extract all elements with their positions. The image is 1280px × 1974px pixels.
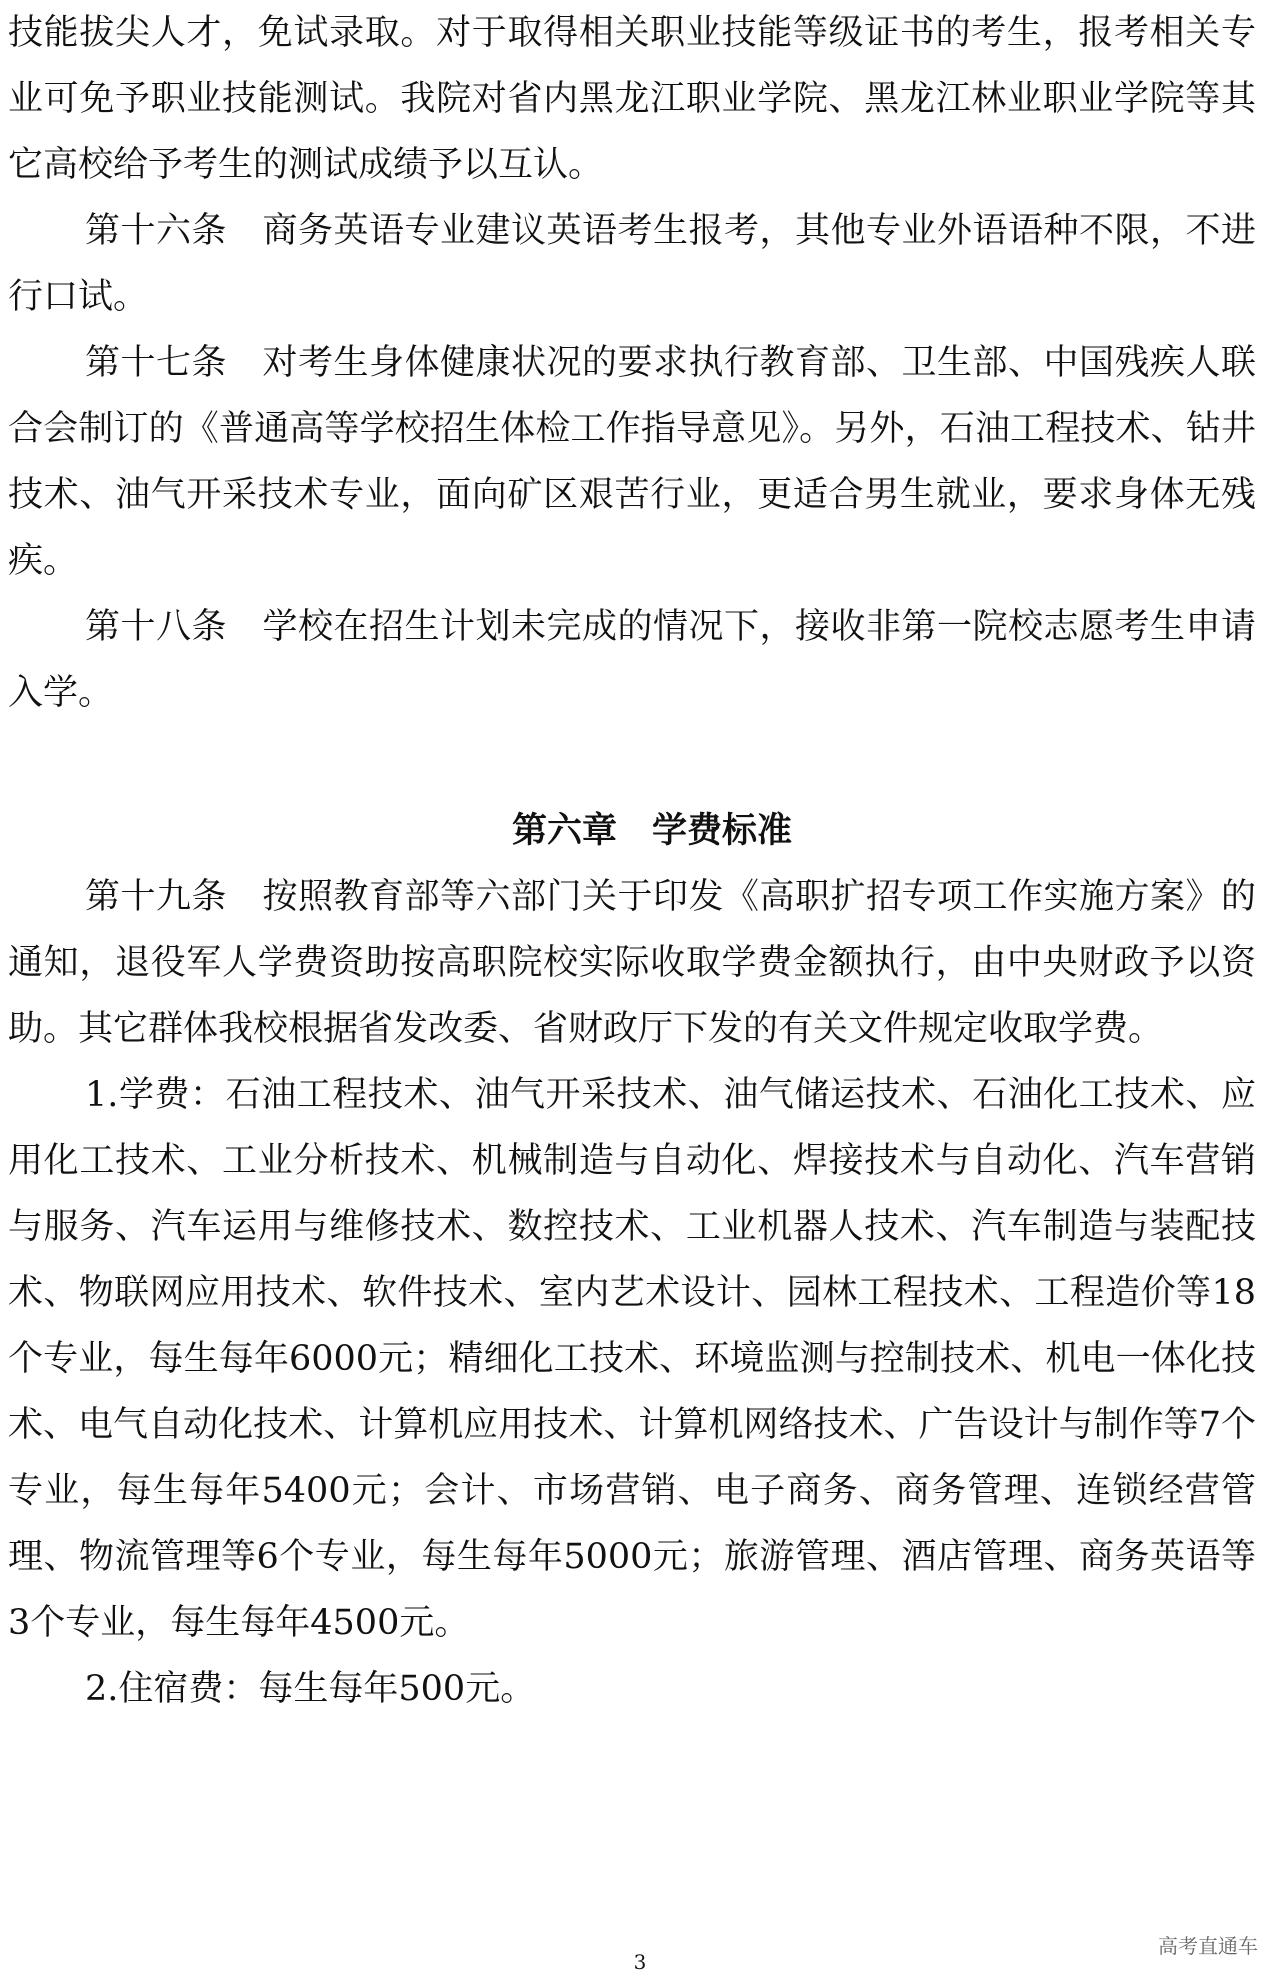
paragraph-continued: 技能拔尖人才，免试录取。对于取得相关职业技能等级证书的考生，报考相关专业可免予职业技能测试。我院对省内黑龙江职业学院、黑龙江林业职业学院等其它高校给予考生的测试成绩予以互认。 xyxy=(8,13,1256,185)
page-number: 3 xyxy=(633,1950,647,1974)
chapter-title: 第六章 学费标准 xyxy=(511,811,792,851)
accommodation-fee: 2.住宿费：每生每年500元。 xyxy=(85,1669,536,1709)
article-18: 第十八条 学校在招生计划未完成的情况下，接收非第一院校志愿考生申请入学。 xyxy=(8,607,1256,713)
watermark: 高考直通车 xyxy=(1158,1934,1258,1958)
section-gap xyxy=(8,726,1256,798)
document-page xyxy=(8,0,1256,1722)
article-19: 第十九条 按照教育部等六部门关于印发《高职扩招专项工作实施方案》的通知，退役军人学费资助按高职院校实际收取学费金额执行，由中央财政予以资助。其它群体我校根据省发改委、省财政厅下发的有关文件规定收取学费。 xyxy=(8,877,1256,1049)
article-17: 第十七条 对考生身体健康状况的要求执行教育部、卫生部、中国残疾人联合会制订的《普通高等学校招生体检工作指导意见》。另外，石油工程技术、钻井技术、油气开采技术专业，面向矿区艰苦行业，更适合男生就业，要求身体无残疾。 xyxy=(8,343,1256,581)
article-16: 第十六条 商务英语专业建议英语考生报考，其他专业外语语种不限，不进行口试。 xyxy=(8,211,1256,317)
tuition-list: 1.学费：石油工程技术、油气开采技术、油气储运技术、石油化工技术、应用化工技术、工业分析技术、机械制造与自动化、焊接技术与自动化、汽车营销与服务、汽车运用与维修技术、数控技术、工业机器人技术、汽车制造与装配技术、物联网应用技术、软件技术、室内艺术设计、园林工程技术、工程造价等18个专业，每生每年6000元；精细化工技术、环境监测与控制技术、机电一体化技术、电气自动化技术、计算机应用技术、计算机网络技术、广告设计与制作等7个专业，每生每年5400元；会计、市场营销、电子商务、商务管理、连锁经营管理、物流管理等6个专业，每生每年5000元；旅游管理、酒店管理、商务英语等3个专业，每生每年4500元。 xyxy=(8,1075,1256,1643)
